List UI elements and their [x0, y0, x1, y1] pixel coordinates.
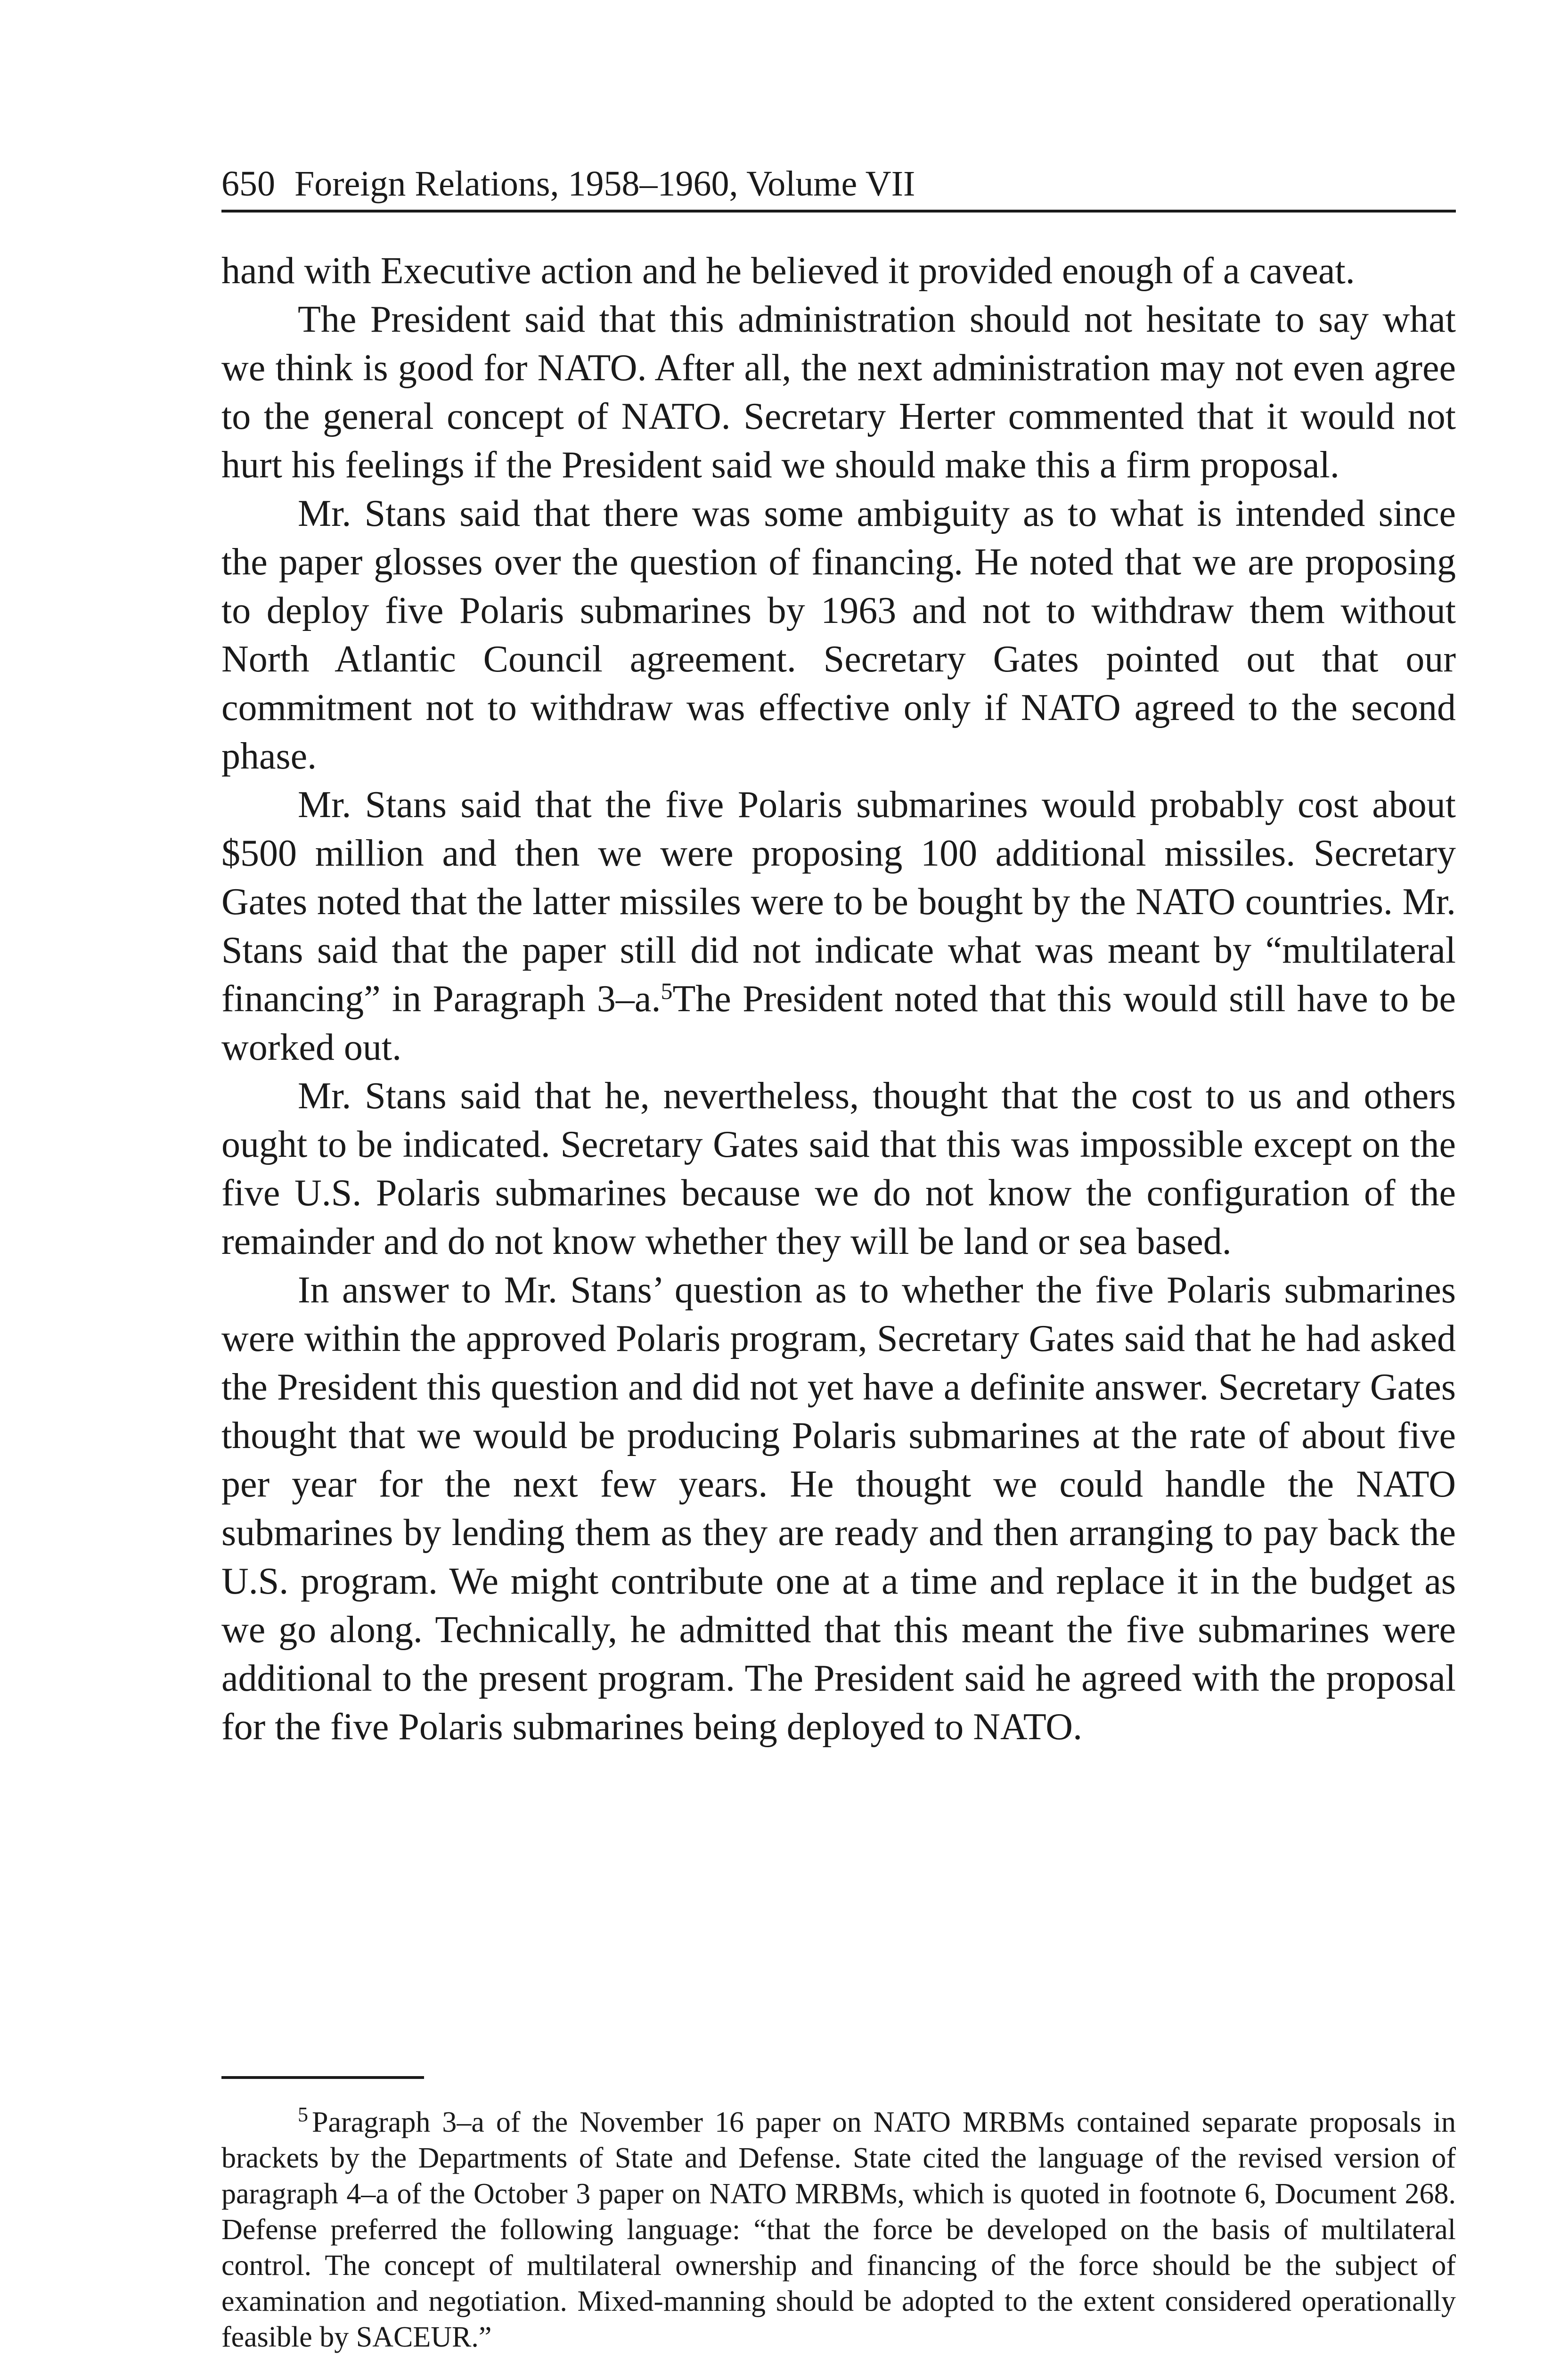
paragraph: In answer to Mr. Stans’ question as to whether the five Polaris submarines were within the approved Polaris program, Secretary Gates said that he had asked the President this question and did not yet have a definite answer. Secretary Gates thought that we would be producing Polaris submarines at the rate of about five per year for the next few years. He thought we could handle the NATO submarines by lending them as they are ready and then arranging to pay back the U.S. program. We might contribute one at a time and replace it in the budget as we go along. Technically, he admitted that this meant the five submarines were additional to the present program. The President said he agreed with the proposal for the five Polaris submarines being deployed to NATO. [221, 1269, 1456, 1748]
paragraph: Mr. Stans said that there was some ambiguity as to what is intended since the paper glosses over the question of financing. He noted that we are proposing to deploy five Polaris submarines by 1963 and not to withdraw them without North Atlantic Council agreement. Secretary Gates pointed out that our commitment not to withdraw was effective only if NATO agreed to the second phase. [221, 493, 1456, 777]
paragraph: Mr. Stans said that he, nevertheless, thought that the cost to us and others ought to be indicated. Secretary Gates said that this was impossible except on the five U.S. Polaris submarines because we do not know the configuration of the remainder and do not know whether they will be land or sea based. [221, 1075, 1456, 1262]
paragraph-text-after-ref: The President noted that this would still have to be worked out. [221, 978, 1456, 1068]
paragraph-continued: hand with Executive action and he believed it provided enough of a caveat. [221, 250, 1355, 292]
paragraph-with-footnote-ref [221, 781, 1456, 1072]
body-text [221, 247, 1456, 1751]
paragraph-text-before-ref: Mr. Stans said that the five Polaris submarines would probably cost about $500 million and then we were proposing 100 additional missiles. Secretary Gates noted that the latter missiles were to be bought by the NATO countries. Mr. Stans said that the paper still did not indicate what was meant by “multilateral financing” in Paragraph 3–a. [221, 784, 1456, 1020]
footnote-reference[interactable]: 5 [661, 978, 673, 1004]
footnote-marker: 5 [298, 2103, 308, 2126]
page-number: 650 [221, 164, 275, 204]
header-rule [221, 210, 1456, 213]
running-title: Foreign Relations, 1958–1960, Volume VII [294, 164, 915, 204]
paragraph: The President said that this administration should not hesitate to say what we think is good for NATO. After all, the next administration may not even agree to the general concept of NATO. Secretary Herter commented that it would not hurt his feelings if the President said we should make this a firm proposal. [221, 299, 1456, 486]
footnote-text: Paragraph 3–a of the November 16 paper on NATO MRBMs contained separate proposals in brackets by the Departments of State and Defense. State cited the language of the revised version of paragraph 4–a of the October 3 paper on NATO MRBMs, which is quoted in footnote 6, Document 268. Defense preferred the following language: “that the force be developed on the basis of multilateral control. The concept of multilateral ownership and financing of the force should be the subject of examination and negotiation. Mixed-manning should be adopted to the extent considered operationally feasible by SACEUR.” [221, 2106, 1456, 2353]
footnote-rule [221, 2076, 424, 2079]
footnote [221, 2104, 1456, 2355]
running-head [221, 160, 1456, 207]
footnotes [221, 2104, 1456, 2355]
